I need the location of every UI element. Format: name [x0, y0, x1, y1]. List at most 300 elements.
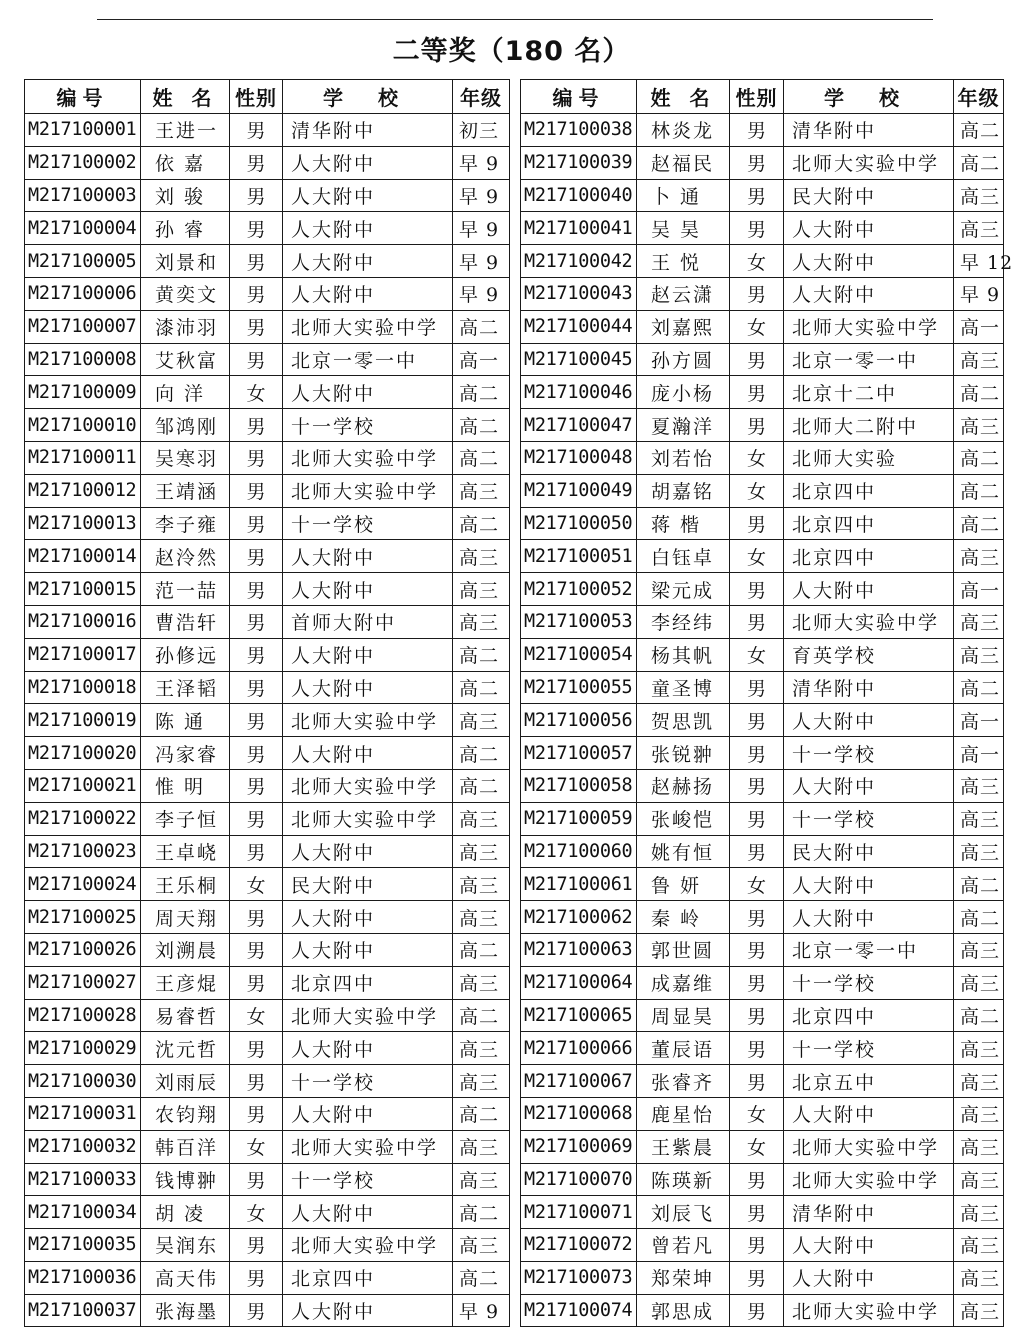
cell-grade: 高二 [954, 376, 1004, 409]
cell-id: M217100068 [521, 1097, 637, 1130]
cell-school: 北师大实验中学 [283, 441, 453, 474]
cell-gender: 男 [730, 835, 784, 868]
cell-school: 北京四中 [784, 507, 954, 540]
cell-id: M217100055 [521, 671, 637, 704]
cell-school: 北师大实验中学 [283, 1229, 453, 1262]
cell-id: M217100037 [25, 1294, 141, 1327]
cell-grade: 高二 [453, 769, 510, 802]
cell-gender: 男 [730, 179, 784, 212]
cell-gender: 男 [230, 573, 283, 606]
header-school: 学 校 [784, 80, 954, 114]
cell-gender: 男 [230, 409, 283, 442]
cell-grade: 高三 [954, 1229, 1004, 1262]
cell-school: 北师大实验中学 [283, 1130, 453, 1163]
cell-grade: 高三 [954, 212, 1004, 245]
table-row [25, 704, 510, 737]
cell-name: 庞小杨 [637, 376, 730, 409]
cell-name: 刘景和 [141, 245, 230, 278]
table-row [521, 704, 1004, 737]
cell-school: 人大附中 [283, 1097, 453, 1130]
cell-grade: 高三 [453, 1032, 510, 1065]
table-row [25, 245, 510, 278]
table-row [25, 835, 510, 868]
cell-grade: 高二 [453, 1097, 510, 1130]
cell-school: 人大附中 [283, 737, 453, 770]
cell-grade: 高三 [954, 835, 1004, 868]
header-grade: 年级 [453, 80, 510, 114]
cell-school: 人大附中 [283, 901, 453, 934]
cell-school: 十一学校 [784, 966, 954, 999]
table-row [521, 769, 1004, 802]
cell-name: 孙修远 [141, 638, 230, 671]
cell-gender: 男 [730, 1196, 784, 1229]
cell-name: 王靖涵 [141, 474, 230, 507]
table-row [521, 802, 1004, 835]
cell-school: 人大附中 [784, 1097, 954, 1130]
cell-grade: 高二 [954, 671, 1004, 704]
cell-gender: 男 [730, 1163, 784, 1196]
award-table-left [24, 79, 510, 1327]
cell-school: 北师大实验中学 [283, 704, 453, 737]
cell-school: 清华附中 [784, 671, 954, 704]
cell-grade: 高三 [954, 540, 1004, 573]
cell-school: 民大附中 [283, 868, 453, 901]
table-row [521, 605, 1004, 638]
cell-grade: 高二 [954, 999, 1004, 1032]
cell-name: 陈 通 [141, 704, 230, 737]
cell-school: 清华附中 [283, 114, 453, 147]
cell-school: 民大附中 [784, 835, 954, 868]
table-row [25, 573, 510, 606]
cell-id: M217100051 [521, 540, 637, 573]
cell-school: 人大附中 [283, 1196, 453, 1229]
cell-gender: 男 [730, 277, 784, 310]
cell-name: 贺思凯 [637, 704, 730, 737]
cell-id: M217100004 [25, 212, 141, 245]
cell-gender: 女 [730, 638, 784, 671]
cell-id: M217100032 [25, 1130, 141, 1163]
cell-id: M217100027 [25, 966, 141, 999]
table-header-row [521, 80, 1004, 114]
cell-grade: 高三 [954, 1294, 1004, 1327]
cell-id: M217100057 [521, 737, 637, 770]
cell-name: 刘 骏 [141, 179, 230, 212]
cell-grade: 高二 [954, 901, 1004, 934]
cell-name: 冯家睿 [141, 737, 230, 770]
cell-school: 人大附中 [283, 1294, 453, 1327]
cell-name: 郑荣坤 [637, 1261, 730, 1294]
cell-school: 北师大实验 [784, 441, 954, 474]
table-row [25, 277, 510, 310]
cell-name: 杨其帆 [637, 638, 730, 671]
cell-id: M217100041 [521, 212, 637, 245]
cell-name: 王紫晨 [637, 1130, 730, 1163]
cell-id: M217100036 [25, 1261, 141, 1294]
cell-grade: 高二 [453, 999, 510, 1032]
cell-school: 北师大实验中学 [784, 605, 954, 638]
cell-gender: 男 [730, 769, 784, 802]
cell-school: 人大附中 [784, 212, 954, 245]
cell-name: 易睿哲 [141, 999, 230, 1032]
table-header-row [25, 80, 510, 114]
cell-name: 张峻恺 [637, 802, 730, 835]
cell-name: 孙 睿 [141, 212, 230, 245]
cell-id: M217100049 [521, 474, 637, 507]
cell-id: M217100062 [521, 901, 637, 934]
cell-school: 人大附中 [784, 573, 954, 606]
cell-id: M217100056 [521, 704, 637, 737]
cell-id: M217100009 [25, 376, 141, 409]
cell-grade: 高二 [453, 310, 510, 343]
cell-name: 李子恒 [141, 802, 230, 835]
cell-grade: 高三 [954, 769, 1004, 802]
cell-grade: 高三 [954, 1261, 1004, 1294]
table-row [25, 1294, 510, 1327]
cell-name: 童圣博 [637, 671, 730, 704]
cell-school: 清华附中 [784, 114, 954, 147]
cell-id: M217100064 [521, 966, 637, 999]
cell-gender: 男 [730, 507, 784, 540]
cell-name: 向 洋 [141, 376, 230, 409]
cell-name: 赵赫扬 [637, 769, 730, 802]
cell-grade: 高二 [954, 114, 1004, 147]
cell-name: 曾若凡 [637, 1229, 730, 1262]
cell-id: M217100023 [25, 835, 141, 868]
cell-id: M217100044 [521, 310, 637, 343]
cell-school: 北京四中 [784, 540, 954, 573]
table-row [25, 441, 510, 474]
cell-school: 人大附中 [784, 245, 954, 278]
cell-grade: 高三 [453, 474, 510, 507]
cell-name: 卜 通 [637, 179, 730, 212]
cell-gender: 男 [230, 310, 283, 343]
table-row [521, 1196, 1004, 1229]
cell-id: M217100069 [521, 1130, 637, 1163]
cell-id: M217100029 [25, 1032, 141, 1065]
cell-gender: 男 [730, 901, 784, 934]
table-row [521, 146, 1004, 179]
cell-school: 十一学校 [784, 802, 954, 835]
cell-name: 赵泠然 [141, 540, 230, 573]
cell-school: 人大附中 [784, 1261, 954, 1294]
table-row [25, 638, 510, 671]
table-row [25, 179, 510, 212]
cell-school: 人大附中 [283, 671, 453, 704]
cell-id: M217100061 [521, 868, 637, 901]
cell-gender: 男 [730, 605, 784, 638]
cell-name: 秦 岭 [637, 901, 730, 934]
table-row [521, 1163, 1004, 1196]
cell-name: 李经纬 [637, 605, 730, 638]
cell-school: 北师大实验中学 [784, 146, 954, 179]
table-row [521, 737, 1004, 770]
cell-id: M217100073 [521, 1261, 637, 1294]
table-row [521, 441, 1004, 474]
cell-gender: 男 [730, 1065, 784, 1098]
table-row [521, 835, 1004, 868]
cell-grade: 高二 [954, 474, 1004, 507]
cell-gender: 男 [230, 441, 283, 474]
cell-school: 北师大实验中学 [283, 310, 453, 343]
cell-name: 白钰卓 [637, 540, 730, 573]
cell-grade: 高三 [453, 573, 510, 606]
table-row [25, 376, 510, 409]
cell-name: 王彦焜 [141, 966, 230, 999]
cell-grade: 高三 [453, 901, 510, 934]
cell-grade: 高三 [954, 409, 1004, 442]
cell-school: 人大附中 [283, 540, 453, 573]
table-row [25, 1097, 510, 1130]
cell-gender: 男 [230, 1032, 283, 1065]
cell-grade: 高三 [453, 966, 510, 999]
cell-grade: 高三 [954, 1032, 1004, 1065]
cell-grade: 早 9 [954, 277, 1004, 310]
cell-school: 育英学校 [784, 638, 954, 671]
cell-name: 王卓峣 [141, 835, 230, 868]
cell-id: M217100065 [521, 999, 637, 1032]
table-row [521, 1130, 1004, 1163]
table-row [25, 343, 510, 376]
cell-id: M217100035 [25, 1229, 141, 1262]
table-row [25, 310, 510, 343]
cell-id: M217100015 [25, 573, 141, 606]
cell-gender: 女 [230, 868, 283, 901]
cell-grade: 高三 [453, 605, 510, 638]
cell-name: 张海墨 [141, 1294, 230, 1327]
cell-grade: 高二 [954, 146, 1004, 179]
cell-grade: 高三 [453, 802, 510, 835]
cell-school: 北师大实验中学 [283, 999, 453, 1032]
cell-grade: 高三 [453, 1130, 510, 1163]
cell-name: 刘若怡 [637, 441, 730, 474]
cell-id: M217100030 [25, 1065, 141, 1098]
cell-school: 十一学校 [283, 409, 453, 442]
cell-name: 郭思成 [637, 1294, 730, 1327]
cell-school: 民大附中 [784, 179, 954, 212]
cell-gender: 男 [230, 671, 283, 704]
cell-grade: 高三 [954, 638, 1004, 671]
cell-id: M217100074 [521, 1294, 637, 1327]
table-row [25, 769, 510, 802]
cell-grade: 高三 [453, 1065, 510, 1098]
cell-id: M217100038 [521, 114, 637, 147]
cell-school: 人大附中 [283, 376, 453, 409]
cell-id: M217100060 [521, 835, 637, 868]
cell-id: M217100005 [25, 245, 141, 278]
table-row [25, 737, 510, 770]
table-row [25, 966, 510, 999]
cell-school: 十一学校 [283, 1065, 453, 1098]
table-row [25, 212, 510, 245]
cell-grade: 高二 [453, 933, 510, 966]
cell-school: 北师大实验中学 [283, 474, 453, 507]
table-row [521, 474, 1004, 507]
cell-gender: 男 [230, 704, 283, 737]
cell-gender: 女 [730, 441, 784, 474]
cell-gender: 女 [730, 1097, 784, 1130]
cell-name: 范一喆 [141, 573, 230, 606]
cell-id: M217100059 [521, 802, 637, 835]
cell-id: M217100039 [521, 146, 637, 179]
cell-id: M217100013 [25, 507, 141, 540]
cell-grade: 早 9 [453, 1294, 510, 1327]
cell-gender: 女 [230, 1130, 283, 1163]
cell-id: M217100010 [25, 409, 141, 442]
cell-gender: 男 [730, 1032, 784, 1065]
cell-id: M217100016 [25, 605, 141, 638]
cell-gender: 男 [230, 1229, 283, 1262]
table-row [521, 1097, 1004, 1130]
cell-grade: 高三 [954, 966, 1004, 999]
cell-id: M217100047 [521, 409, 637, 442]
cell-grade: 高二 [453, 507, 510, 540]
table-row [521, 1294, 1004, 1327]
cell-school: 人大附中 [283, 146, 453, 179]
cell-grade: 高一 [954, 310, 1004, 343]
cell-school: 首师大附中 [283, 605, 453, 638]
cell-gender: 男 [230, 474, 283, 507]
cell-school: 十一学校 [784, 737, 954, 770]
table-row [521, 277, 1004, 310]
cell-grade: 高二 [453, 638, 510, 671]
cell-grade: 高二 [453, 1196, 510, 1229]
cell-grade: 高三 [954, 1097, 1004, 1130]
cell-id: M217100011 [25, 441, 141, 474]
cell-id: M217100066 [521, 1032, 637, 1065]
cell-gender: 男 [230, 114, 283, 147]
cell-school: 北师大实验中学 [784, 1163, 954, 1196]
header-gender: 性别 [730, 80, 784, 114]
table-row [521, 310, 1004, 343]
table-row [25, 474, 510, 507]
cell-id: M217100071 [521, 1196, 637, 1229]
cell-id: M217100063 [521, 933, 637, 966]
cell-name: 周天翔 [141, 901, 230, 934]
cell-gender: 男 [730, 343, 784, 376]
cell-name: 艾秋富 [141, 343, 230, 376]
cell-id: M217100017 [25, 638, 141, 671]
table-row [25, 409, 510, 442]
cell-gender: 男 [230, 638, 283, 671]
cell-gender: 女 [730, 540, 784, 573]
cell-grade: 早 9 [453, 179, 510, 212]
table-row [25, 1065, 510, 1098]
table-row [521, 999, 1004, 1032]
cell-school: 人大附中 [283, 212, 453, 245]
cell-name: 胡 凌 [141, 1196, 230, 1229]
table-row [521, 966, 1004, 999]
cell-gender: 男 [230, 901, 283, 934]
cell-gender: 男 [230, 933, 283, 966]
table-row [521, 245, 1004, 278]
header-name: 姓 名 [141, 80, 230, 114]
cell-grade: 高二 [453, 376, 510, 409]
table-row [25, 114, 510, 147]
cell-name: 王泽韬 [141, 671, 230, 704]
cell-gender: 男 [230, 343, 283, 376]
table-row [25, 868, 510, 901]
cell-name: 赵福民 [637, 146, 730, 179]
cell-grade: 高三 [954, 1163, 1004, 1196]
cell-gender: 女 [730, 474, 784, 507]
cell-id: M217100014 [25, 540, 141, 573]
cell-school: 北京五中 [784, 1065, 954, 1098]
cell-id: M217100042 [521, 245, 637, 278]
cell-grade: 高二 [453, 441, 510, 474]
cell-school: 北师大实验中学 [784, 1130, 954, 1163]
cell-school: 北京十二中 [784, 376, 954, 409]
cell-gender: 男 [730, 802, 784, 835]
table-row [25, 1196, 510, 1229]
cell-id: M217100007 [25, 310, 141, 343]
cell-grade: 高三 [453, 835, 510, 868]
cell-gender: 男 [730, 212, 784, 245]
cell-school: 人大附中 [283, 573, 453, 606]
cell-id: M217100048 [521, 441, 637, 474]
cell-id: M217100045 [521, 343, 637, 376]
cell-school: 十一学校 [283, 507, 453, 540]
header-school: 学 校 [283, 80, 453, 114]
table-row [521, 573, 1004, 606]
cell-gender: 男 [730, 1229, 784, 1262]
cell-school: 北京四中 [283, 1261, 453, 1294]
cell-name: 蒋 楷 [637, 507, 730, 540]
cell-id: M217100028 [25, 999, 141, 1032]
cell-gender: 男 [730, 737, 784, 770]
cell-grade: 高二 [453, 409, 510, 442]
cell-grade: 高一 [453, 343, 510, 376]
cell-school: 北师大实验中学 [784, 1294, 954, 1327]
cell-grade: 高二 [954, 507, 1004, 540]
cell-id: M217100025 [25, 901, 141, 934]
cell-school: 人大附中 [784, 868, 954, 901]
cell-name: 姚有恒 [637, 835, 730, 868]
cell-grade: 高三 [954, 605, 1004, 638]
page-title: 二等奖（180 名） [392, 36, 631, 67]
cell-gender: 男 [230, 802, 283, 835]
top-divider [97, 19, 933, 20]
table-row [521, 540, 1004, 573]
cell-grade: 初三 [453, 114, 510, 147]
cell-school: 人大附中 [283, 277, 453, 310]
cell-school: 北师大实验中学 [283, 769, 453, 802]
cell-gender: 男 [230, 245, 283, 278]
table-row [25, 507, 510, 540]
cell-grade: 高三 [453, 1163, 510, 1196]
table-row [25, 540, 510, 573]
table-row [521, 1261, 1004, 1294]
cell-id: M217100050 [521, 507, 637, 540]
cell-grade: 高三 [954, 1196, 1004, 1229]
cell-name: 鲁 妍 [637, 868, 730, 901]
header-gender: 性别 [230, 80, 283, 114]
cell-name: 韩百洋 [141, 1130, 230, 1163]
table-row [521, 638, 1004, 671]
cell-gender: 男 [230, 1261, 283, 1294]
cell-name: 李子雍 [141, 507, 230, 540]
cell-gender: 男 [730, 933, 784, 966]
award-table-right [520, 79, 1014, 1327]
cell-gender: 男 [230, 1163, 283, 1196]
table-row [25, 1032, 510, 1065]
cell-school: 人大附中 [784, 769, 954, 802]
cell-id: M217100019 [25, 704, 141, 737]
table-row [25, 671, 510, 704]
cell-id: M217100021 [25, 769, 141, 802]
cell-name: 刘辰飞 [637, 1196, 730, 1229]
cell-gender: 男 [730, 704, 784, 737]
table-row [25, 1261, 510, 1294]
